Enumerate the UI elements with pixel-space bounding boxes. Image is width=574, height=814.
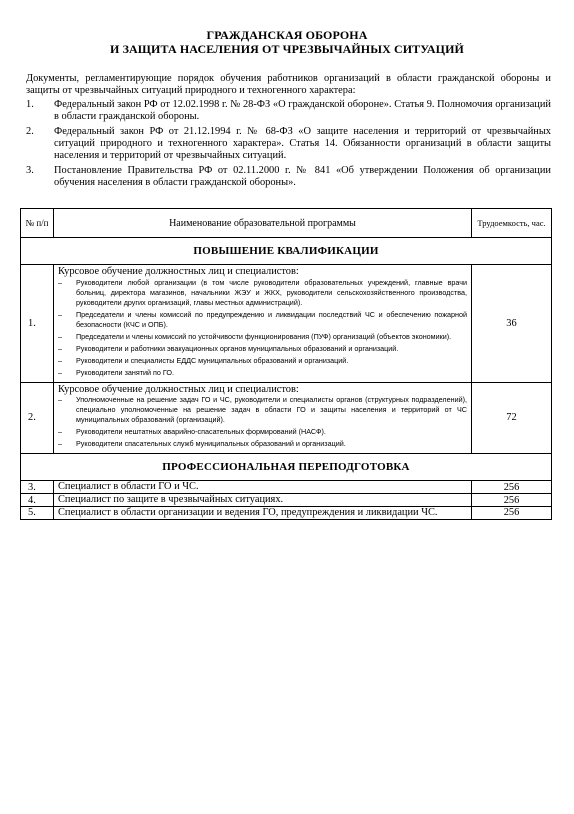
row-number: 1. (21, 265, 54, 383)
row-program (54, 382, 472, 454)
row-hours: 36 (472, 265, 552, 383)
row-hours: 256 (472, 494, 552, 507)
page-title-line1: ГРАЖДАНСКАЯ ОБОРОНА (206, 28, 368, 42)
list-item: – Председатели и члены комиссий по предупреждению и ликвидации последствий ЧС и обеспечению пожарной безопасности (КЧС и ОПБ). (58, 310, 467, 330)
list-item: – Руководители нештатных аварийно-спасательных формирований (НАСФ). (58, 427, 467, 437)
row-number: 5. (21, 507, 54, 520)
list-item: – Уполномоченные на решение задач ГО и ЧС, руководители и специалисты органов (структурных подразделений), специально уполномоченные на решение задач в области ГО и защиты населения и территорий от ЧС муниципальных образований (организаций). (58, 395, 467, 425)
list-item: – Руководители и специалисты ЕДДС муниципальных образований и организаций. (58, 356, 467, 366)
row-number: 3. (21, 481, 54, 494)
document-item (26, 165, 551, 189)
row-program: Специалист по защите в чрезвычайных ситуациях. (54, 494, 472, 507)
table-row (21, 265, 552, 383)
row-program: Специалист в области ГО и ЧС. (54, 481, 472, 494)
document-text: Постановление Правительства РФ от 02.11.2000 г. № 841 «Об утверждении Положения об организации обучения населения в области гражданской обороны». (54, 165, 551, 188)
row-hours: 72 (472, 382, 552, 454)
table-row (21, 382, 552, 454)
document-text: Федеральный закон РФ от 12.02.1998 г. № 28-ФЗ «О гражданской обороне». Статья 9. Полномочия организаций в области гражданской обороны. (54, 99, 551, 122)
list-item: – Руководители занятий по ГО. (58, 368, 467, 378)
section-row (21, 454, 552, 481)
header-num: № п/п (21, 209, 54, 238)
list-item: – Председатели и члены комиссий по устойчивости функционирования (ПУФ) организаций (объектов экономики). (58, 332, 467, 342)
header-name: Наименование образовательной программы (54, 209, 472, 238)
programs-table (20, 208, 552, 520)
page-title-line2: И ЗАЩИТА НАСЕЛЕНИЯ ОТ ЧРЕЗВЫЧАЙНЫХ СИТУАЦИЙ (110, 42, 464, 56)
table-row (21, 481, 552, 494)
section-row (21, 238, 552, 265)
intro-paragraph (26, 73, 551, 97)
program-lead: Курсовое обучение должностных лиц и специалистов: (58, 383, 299, 395)
document-number: 3. (26, 165, 34, 176)
row-program: Специалист в области организации и ведения ГО, предупреждения и ликвидации ЧС. (54, 507, 472, 520)
table-row (21, 507, 552, 520)
document-number: 2. (26, 126, 34, 137)
row-program (54, 265, 472, 383)
table-row (21, 494, 552, 507)
document-item (26, 99, 551, 123)
table-header-row (21, 209, 552, 238)
list-item: – Руководители и работники эвакуационных органов муниципальных образований и организаций. (58, 344, 467, 354)
program-list (58, 395, 467, 449)
program-list (58, 278, 467, 378)
list-item: – Руководители любой организации (в том числе руководители образовательных учреждений, главные врачи больниц, директора магазинов, начальники ЖЭУ и ЖКХ, руководители сельскохозяйственного производства, руководители других организаций, главы местных администраций). (58, 278, 467, 308)
document-number: 1. (26, 99, 34, 110)
header-hours: Трудоемкость, час. (472, 209, 552, 238)
row-hours: 256 (472, 507, 552, 520)
intro-text: Документы, регламентирующие порядок обучения работников организаций в области гражданской обороны и защиты от чрезвычайных ситуаций природного и техногенного характера: (26, 73, 551, 96)
program-lead: Курсовое обучение должностных лиц и специалистов: (58, 266, 299, 277)
section-title-retraining: ПРОФЕССИОНАЛЬНАЯ ПЕРЕПОДГОТОВКА (21, 454, 552, 481)
row-hours: 256 (472, 481, 552, 494)
row-number: 2. (21, 382, 54, 454)
section-title-qualification: ПОВЫШЕНИЕ КВАЛИФИКАЦИИ (21, 238, 552, 265)
document-item (26, 126, 551, 161)
list-item: – Руководители спасательных служб муниципальных образований и организаций. (58, 439, 467, 449)
row-number: 4. (21, 494, 54, 507)
document-text: Федеральный закон РФ от 21.12.1994 г. № 68-ФЗ «О защите населения и территорий от чрезвычайных ситуаций природного и техногенного характера». Статья 14. Обязанности организаций в области защиты населения и территорий от чрезвычайных ситуаций. (54, 126, 551, 161)
